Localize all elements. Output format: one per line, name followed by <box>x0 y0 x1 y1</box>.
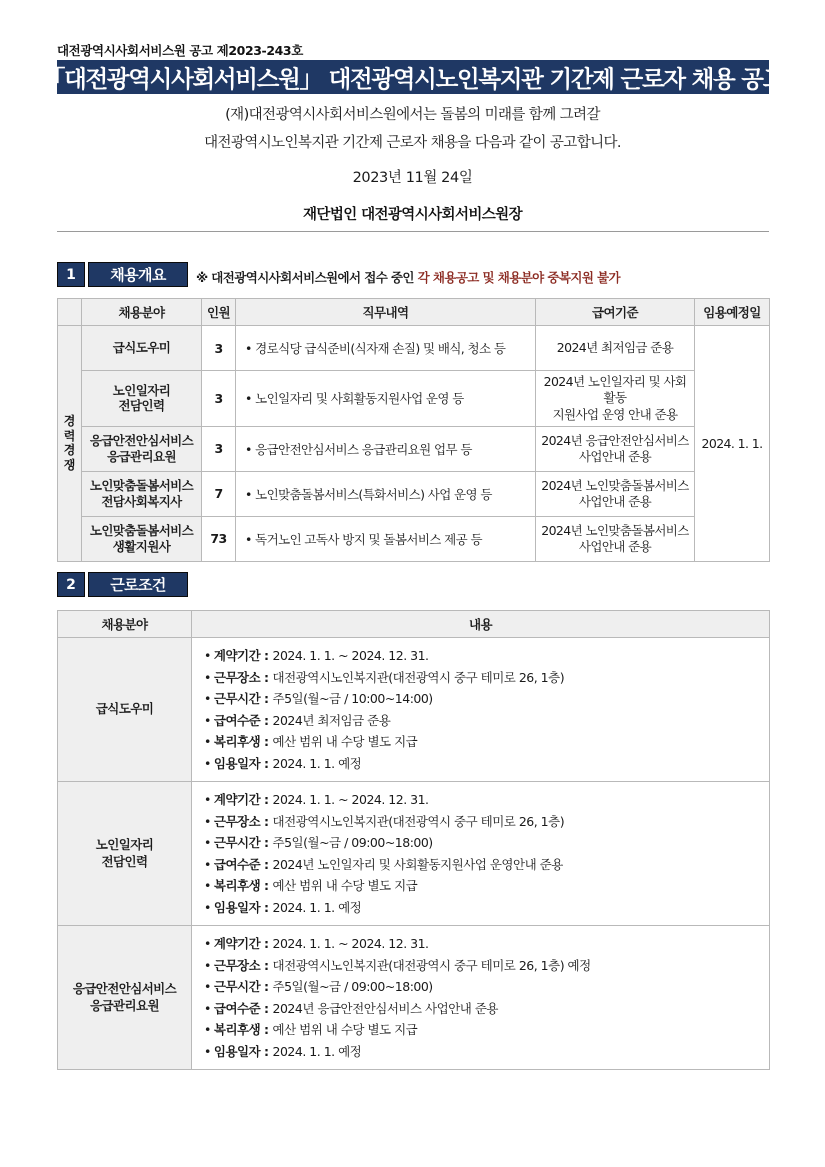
list-item <box>204 667 759 689</box>
cond-key: 임용일자 : <box>213 755 269 771</box>
table-header-row <box>58 611 770 638</box>
cond-row-2-field <box>58 782 192 926</box>
cond-key: 계약기간 : <box>213 648 269 663</box>
list-item <box>204 998 759 1020</box>
section-1-note-highlight: 각 채용공고 및 채용분야 중복지원 불가 <box>417 270 621 285</box>
cond-key: 근무시간 : <box>213 691 269 706</box>
table-row <box>58 516 770 561</box>
row-3-field-line1: 응급안전안심서비스 <box>89 433 194 449</box>
row-1-pay: 2024년 최저임금 준용 <box>536 326 695 371</box>
page-title: 「대전광역시사회서비스원」 대전광역시노인복지관 기간제 근로자 채용 공고 <box>57 60 769 94</box>
bullet-icon: • <box>204 1000 211 1016</box>
cond-value: 2024. 1. 1. 예정 <box>272 1043 362 1059</box>
cond-value: 2024. 1. 1. ~ 2024. 12. 31. <box>272 936 429 951</box>
row-2-duty: • 노인일자리 및 사회활동지원사업 운영 등 <box>236 371 536 427</box>
list-item <box>204 753 759 775</box>
cond-row-1-field-line1: 급식도우미 <box>95 701 154 717</box>
cond-value: 대전광역시노인복지관(대전광역시 중구 테미로 26, 1층) <box>272 669 565 685</box>
issuing-organization: 재단법인 대전광역시사회서비스원장 <box>303 207 522 223</box>
row-4-field-line1: 노인맞춤돌봄서비스 <box>89 478 194 494</box>
row-4-pay <box>536 471 695 516</box>
bullet-icon: • <box>204 813 211 829</box>
list-item <box>204 976 759 998</box>
cond-key: 근무장소 : <box>213 813 269 829</box>
condition-list <box>204 645 759 774</box>
appointment-date-cell: 2024. 1. 1. <box>695 326 770 562</box>
row-5-duty: • 독거노인 고독사 방지 및 돌봄서비스 제공 등 <box>236 516 536 561</box>
section-1-note-plain: ※ 대전광역시사회서비스원에서 접수 중인 <box>196 270 418 285</box>
row-1-count: 3 <box>202 326 236 371</box>
cond-row-2-field-line1: 노인일자리 <box>95 837 154 853</box>
th2-content: 내용 <box>192 611 770 638</box>
list-item <box>204 710 759 732</box>
section-2-number: 2 <box>57 572 85 597</box>
row-2-count: 3 <box>202 371 236 427</box>
section-1-note <box>196 268 620 286</box>
competition-type-label: 경 력 경 쟁 <box>63 414 76 472</box>
list-item <box>204 875 759 897</box>
th-appointment-date: 임용예정일 <box>695 299 770 326</box>
row-1-duty: • 경로식당 급식준비(식자재 손질) 및 배식, 청소 등 <box>236 326 536 371</box>
cond-key: 복리후생 : <box>213 878 269 893</box>
bullet-icon: • <box>204 1022 211 1037</box>
row-1-field: 급식도우미 <box>82 326 202 371</box>
row-4-field-line2: 전담사회복지사 <box>101 493 182 509</box>
bullet-icon: • <box>204 691 211 706</box>
th2-field: 채용분야 <box>58 611 192 638</box>
th-duty: 직무내역 <box>236 299 536 326</box>
cond-row-1-field <box>58 638 192 782</box>
row-5-pay-line2: 사업안내 준용 <box>578 538 652 554</box>
cond-row-1-content <box>192 638 770 782</box>
row-4-pay-line1: 2024년 노인맞춤돌봄서비스 <box>541 477 689 493</box>
cond-key: 복리후생 : <box>213 1022 269 1037</box>
list-item <box>204 897 759 919</box>
th-field: 채용분야 <box>82 299 202 326</box>
cond-key: 근무장소 : <box>213 669 269 685</box>
cond-value: 주5일(월~금 / 09:00~18:00) <box>272 835 433 850</box>
cond-value: 예산 범위 내 수당 별도 지급 <box>272 734 418 749</box>
th-count: 인원 <box>202 299 236 326</box>
row-2-pay <box>536 371 695 427</box>
list-item <box>204 789 759 811</box>
row-3-pay-line1: 2024년 응급안전안심서비스 <box>541 432 689 448</box>
bullet-icon: • <box>204 792 211 807</box>
row-4-field <box>82 471 202 516</box>
cond-key: 급여수준 : <box>213 856 269 872</box>
bullet-icon: • <box>204 648 211 663</box>
th-pay: 급여기준 <box>536 299 695 326</box>
bullet-icon: • <box>204 755 211 771</box>
row-5-pay <box>536 516 695 561</box>
cond-key: 급여수준 : <box>213 1000 269 1016</box>
row-2-pay-line2: 지원사업 운영 안내 준용 <box>552 406 678 422</box>
cond-key: 임용일자 : <box>213 1043 269 1059</box>
header-divider <box>57 231 769 232</box>
competition-type-cell <box>58 326 82 562</box>
row-4-count: 7 <box>202 471 236 516</box>
section-1-heading <box>57 262 188 287</box>
bullet-icon: • <box>204 856 211 872</box>
th-blank <box>58 299 82 326</box>
row-5-field-line2: 생활지원사 <box>112 538 171 554</box>
list-item <box>204 688 759 710</box>
cond-key: 계약기간 : <box>213 792 269 807</box>
section-1-label: 채용개요 <box>88 262 188 287</box>
row-5-field <box>82 516 202 561</box>
cond-value: 2024. 1. 1. ~ 2024. 12. 31. <box>272 648 429 663</box>
recruitment-overview-table <box>57 298 770 562</box>
bullet-icon: • <box>204 1043 211 1059</box>
cond-value: 2024년 최저임금 준용 <box>272 712 391 728</box>
cond-key: 임용일자 : <box>213 899 269 915</box>
section-2-label: 근로조건 <box>88 572 188 597</box>
row-3-field-line2: 응급관리요원 <box>107 448 176 464</box>
cond-row-3-field-line1: 응급안전안심서비스 <box>72 981 177 997</box>
cond-key: 복리후생 : <box>213 734 269 749</box>
table-row <box>58 371 770 427</box>
bullet-icon: • <box>204 712 211 728</box>
cond-value: 2024년 노인일자리 및 사회활동지원사업 운영안내 준용 <box>272 856 563 872</box>
cond-value: 2024. 1. 1. 예정 <box>272 755 362 771</box>
section-1-number: 1 <box>57 262 85 287</box>
list-item <box>204 854 759 876</box>
row-2-field <box>82 371 202 427</box>
table-header-row <box>58 299 770 326</box>
cond-value: 2024년 응급안전안심서비스 사업안내 준용 <box>272 1000 498 1016</box>
table-row <box>58 426 770 471</box>
section-2-heading <box>57 572 188 597</box>
cond-value: 예산 범위 내 수당 별도 지급 <box>272 1022 418 1037</box>
table-row <box>58 782 770 926</box>
row-4-pay-line2: 사업안내 준용 <box>578 493 652 509</box>
row-3-pay <box>536 426 695 471</box>
row-2-pay-line1: 2024년 노인일자리 및 사회활동 <box>543 374 687 406</box>
cond-value: 예산 범위 내 수당 별도 지급 <box>272 878 418 893</box>
table-row <box>58 638 770 782</box>
bullet-icon: • <box>204 835 211 850</box>
cond-row-3-field <box>58 926 192 1070</box>
bullet-icon: • <box>204 878 211 893</box>
cond-row-2-field-line2: 전담인력 <box>101 853 148 869</box>
row-5-pay-line1: 2024년 노인맞춤돌봄서비스 <box>541 522 689 538</box>
bullet-icon: • <box>204 669 211 685</box>
list-item <box>204 731 759 753</box>
cond-key: 급여수준 : <box>213 712 269 728</box>
row-3-pay-line2: 사업안내 준용 <box>578 448 652 464</box>
cond-key: 계약기간 : <box>213 936 269 951</box>
cond-row-2-content <box>192 782 770 926</box>
condition-list <box>204 933 759 1062</box>
row-4-duty: • 노인맞춤돌봄서비스(특화서비스) 사업 운영 등 <box>236 471 536 516</box>
cond-value: 대전광역시노인복지관(대전광역시 중구 테미로 26, 1층) <box>272 813 565 829</box>
document-number: 대전광역시사회서비스원 공고 제2023-243호 <box>57 43 303 58</box>
bullet-icon: • <box>204 957 211 973</box>
condition-list <box>204 789 759 918</box>
table-row <box>58 926 770 1070</box>
row-3-count: 3 <box>202 426 236 471</box>
row-5-count: 73 <box>202 516 236 561</box>
list-item <box>204 832 759 854</box>
table-row <box>58 326 770 371</box>
list-item <box>204 1041 759 1063</box>
announcement-date: 2023년 11월 24일 <box>352 170 473 186</box>
cond-key: 근무시간 : <box>213 979 269 994</box>
bullet-icon: • <box>204 936 211 951</box>
table-row <box>58 471 770 516</box>
row-2-field-line1: 노인일자리 <box>112 382 171 398</box>
cond-row-3-content <box>192 926 770 1070</box>
row-3-duty: • 응급안전안심서비스 응급관리요원 업무 등 <box>236 426 536 471</box>
list-item <box>204 933 759 955</box>
row-3-field <box>82 426 202 471</box>
working-conditions-table <box>57 610 770 1070</box>
cond-key: 근무시간 : <box>213 835 269 850</box>
row-2-field-line2: 전담인력 <box>118 398 165 414</box>
list-item <box>204 811 759 833</box>
lead-text-line-1: (재)대전광역시사회서비스원에서는 돌봄의 미래를 함께 그려갈 <box>225 107 600 123</box>
list-item <box>204 645 759 667</box>
cond-value: 주5일(월~금 / 10:00~14:00) <box>272 691 433 706</box>
bullet-icon: • <box>204 979 211 994</box>
cond-value: 주5일(월~금 / 09:00~18:00) <box>272 979 433 994</box>
list-item <box>204 1019 759 1041</box>
list-item <box>204 955 759 977</box>
row-5-field-line1: 노인맞춤돌봄서비스 <box>89 523 194 539</box>
cond-value: 대전광역시노인복지관(대전광역시 중구 테미로 26, 1층) 예정 <box>272 957 591 973</box>
lead-text-line-2: 대전광역시노인복지관 기간제 근로자 채용을 다음과 같이 공고합니다. <box>204 135 621 151</box>
cond-value: 2024. 1. 1. 예정 <box>272 899 362 915</box>
bullet-icon: • <box>204 899 211 915</box>
bullet-icon: • <box>204 734 211 749</box>
cond-value: 2024. 1. 1. ~ 2024. 12. 31. <box>272 792 429 807</box>
cond-row-3-field-line2: 응급관리요원 <box>90 997 159 1013</box>
cond-key: 근무장소 : <box>213 957 269 973</box>
